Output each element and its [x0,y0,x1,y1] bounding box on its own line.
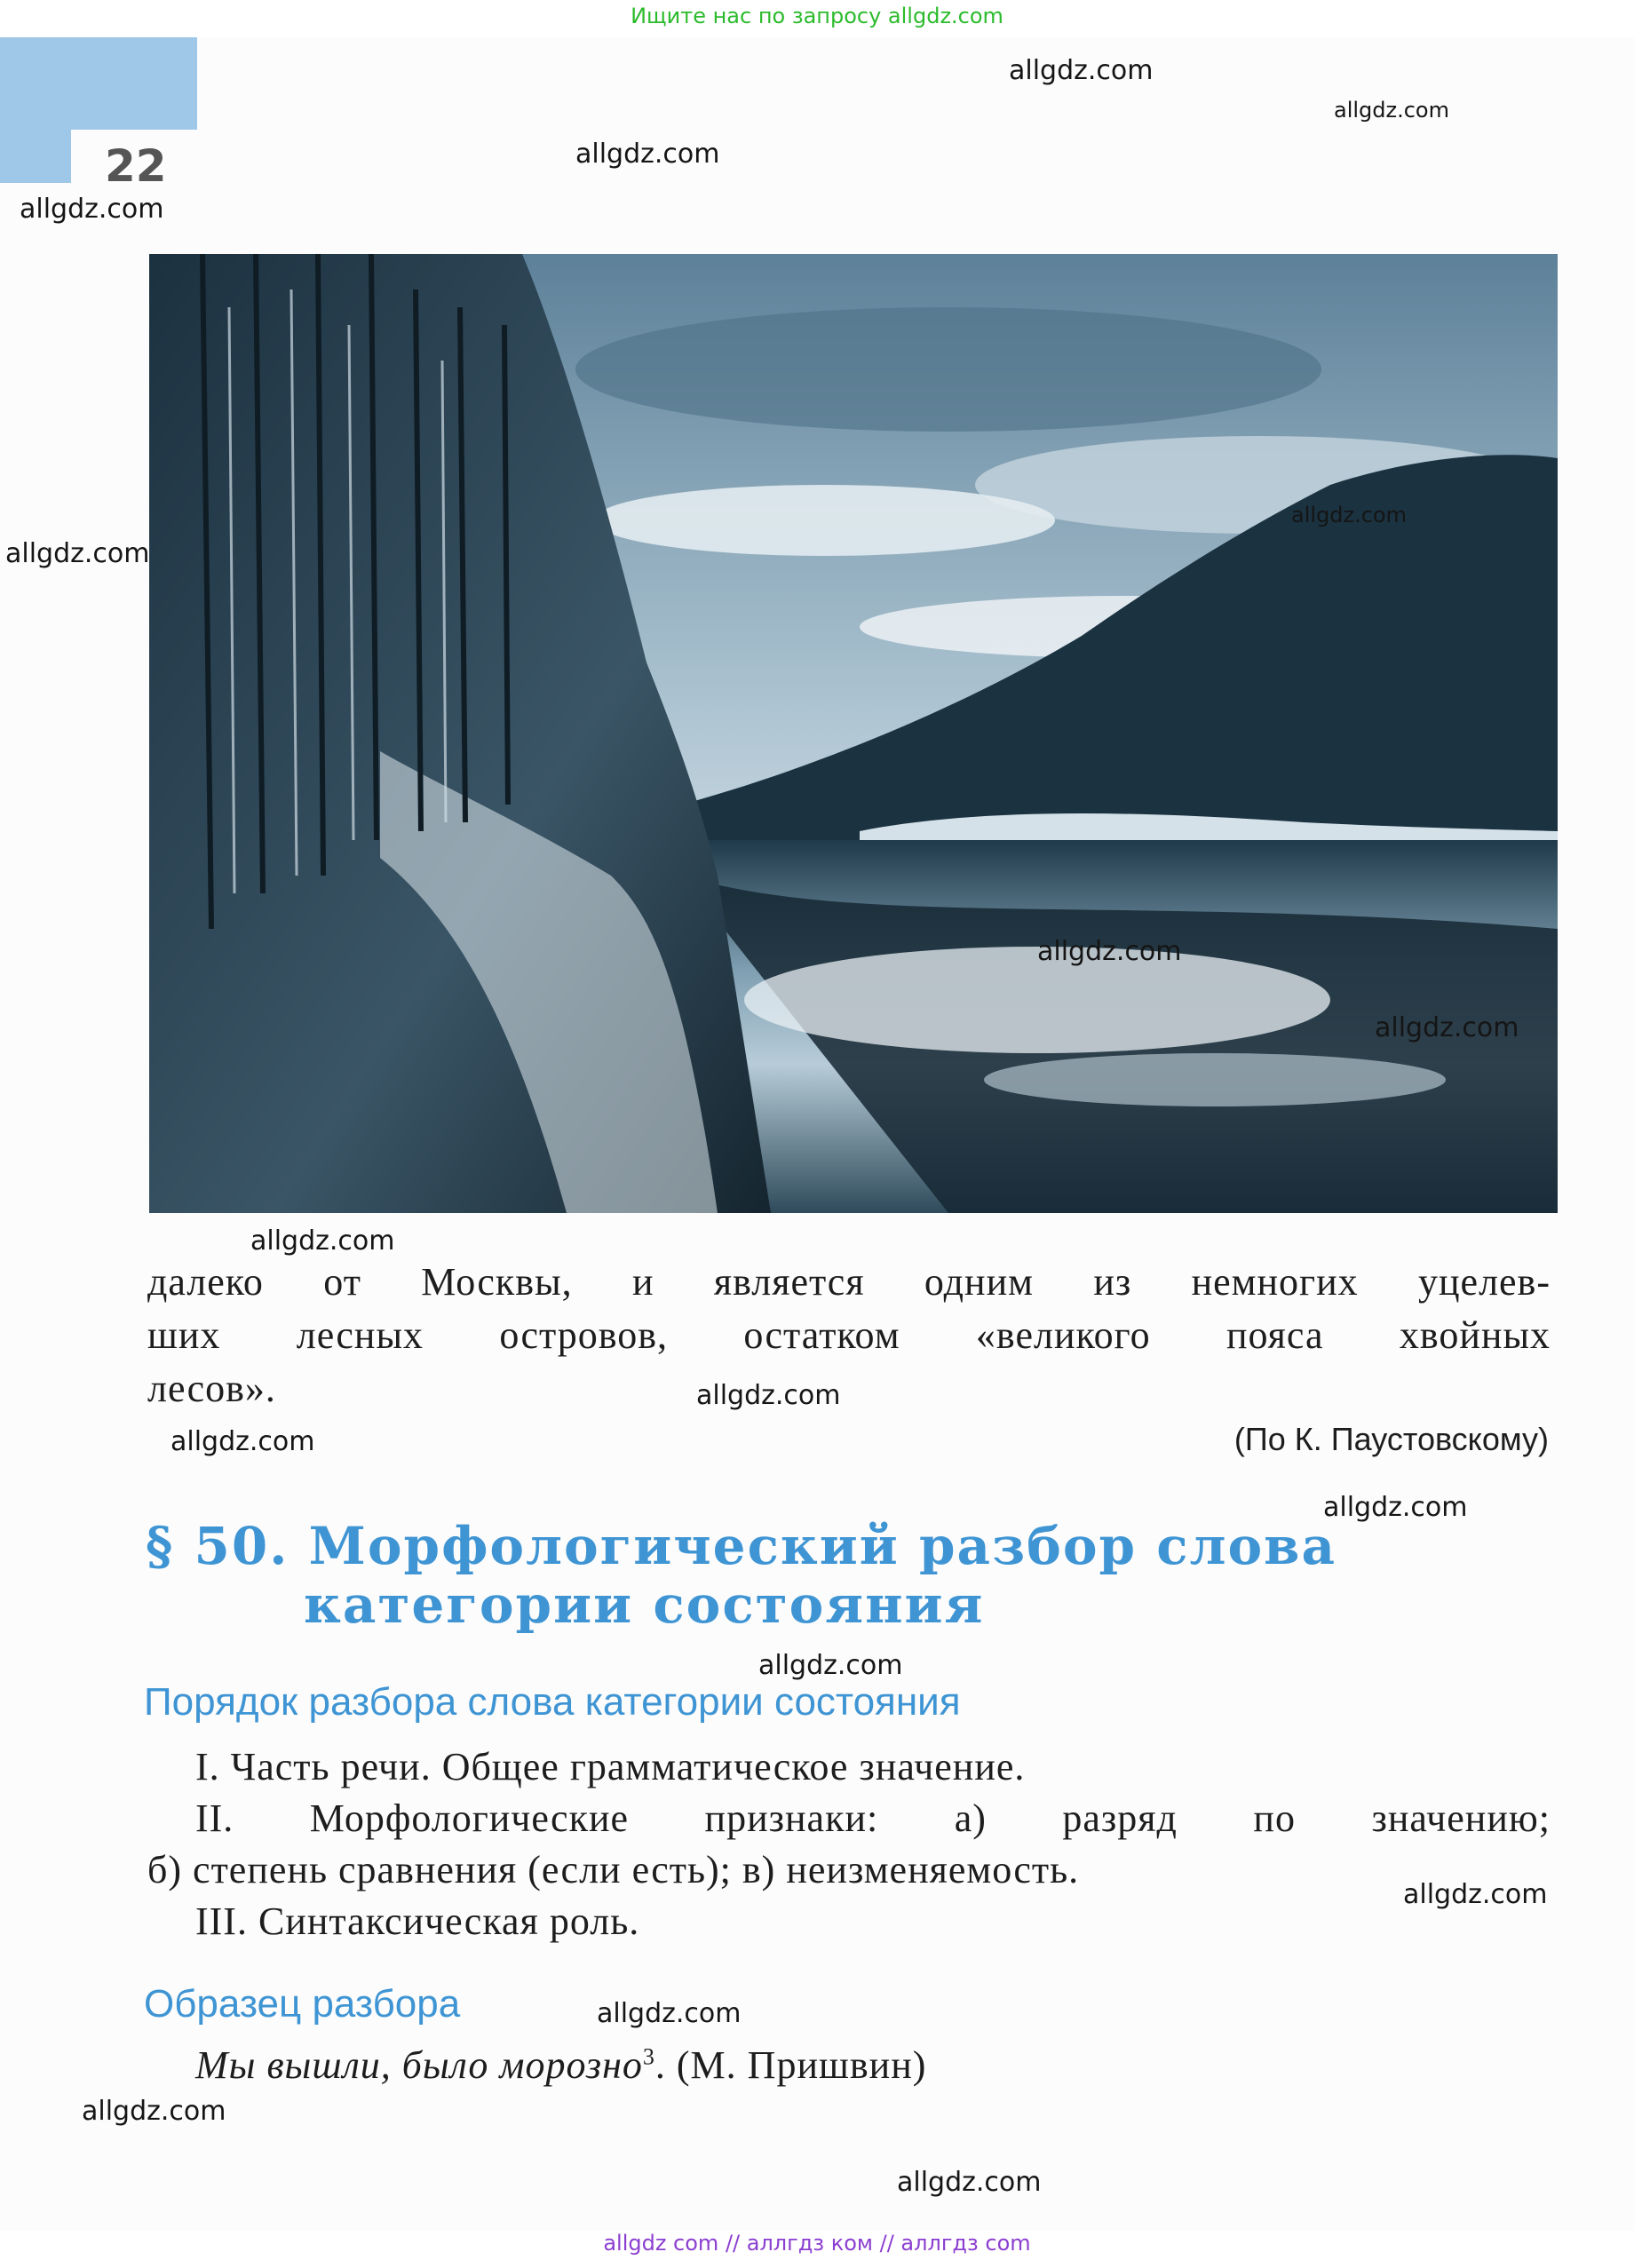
bottom-banner[interactable]: allgdz com // аллгдз ком // аллгдз com [603,2231,1031,2256]
watermark-text: allgdz.com [5,538,150,569]
sample-source: . (М. Пришвин) [654,2043,927,2087]
section-number: § 50. [146,1516,290,1576]
watermark-text: allgdz.com [897,2167,1042,2198]
page-number: 22 [105,140,167,192]
watermark-text: allgdz.com [1323,1492,1468,1523]
order-item-2: II. Морфологические признаки: а) разряд по значению; [195,1796,1551,1840]
section-title-line-1: Морфологический разбор слова [308,1516,1337,1576]
watermark-text: allgdz.com [1009,55,1154,86]
watermark-text: allgdz.com [696,1380,841,1411]
text-line-1: далеко от Москвы, и является одним из немногих уцелев- [147,1260,1551,1304]
order-item-1: I. Часть речи. Общее грамматическое значение. [195,1745,1026,1788]
watermark-text: allgdz.com [20,194,164,225]
watermark-text: allgdz.com [758,1650,903,1681]
text-line-3: лесов». [147,1367,276,1410]
order-item-3: III. Синтаксическая роль. [195,1899,640,1943]
order-heading: Порядок разбора слова категории состояния [144,1680,961,1724]
section-heading [146,1517,1337,1634]
watermark-text: allgdz.com [1334,98,1449,123]
watermark-text: allgdz.com [250,1225,395,1257]
watermark-text: allgdz.com [575,139,720,170]
sample-sentence-line [195,2042,926,2088]
forest-river-photo [149,254,1558,1213]
watermark-text: allgdz.com [171,1426,315,1457]
watermark-text: allgdz.com [1403,1879,1548,1910]
sample-sentence: Мы вышли, было морозно [195,2043,643,2087]
text-line-2: ших лесных островов, остатком «великого пояса хвойных [147,1313,1551,1357]
footnote-marker: 3 [642,2043,655,2070]
sample-heading: Образец разбора [144,1982,461,2026]
order-item-2-continued: б) степень сравнения (если есть); в) неизменяемость. [147,1848,1080,1891]
section-title-line-2: категории состояния [304,1574,985,1635]
top-banner[interactable]: Ищите нас по запросу allgdz.com [631,4,1003,28]
attribution: (По К. Паустовскому) [1233,1421,1549,1457]
page-corner-tab-lower [0,130,71,183]
watermark-text: allgdz.com [1037,936,1182,967]
watermark-text: allgdz.com [1375,1012,1519,1043]
watermark-text: allgdz.com [1291,503,1407,527]
watermark-text: allgdz.com [597,1998,742,2029]
page-corner-tab [0,37,197,130]
watermark-text: allgdz.com [82,2096,226,2127]
